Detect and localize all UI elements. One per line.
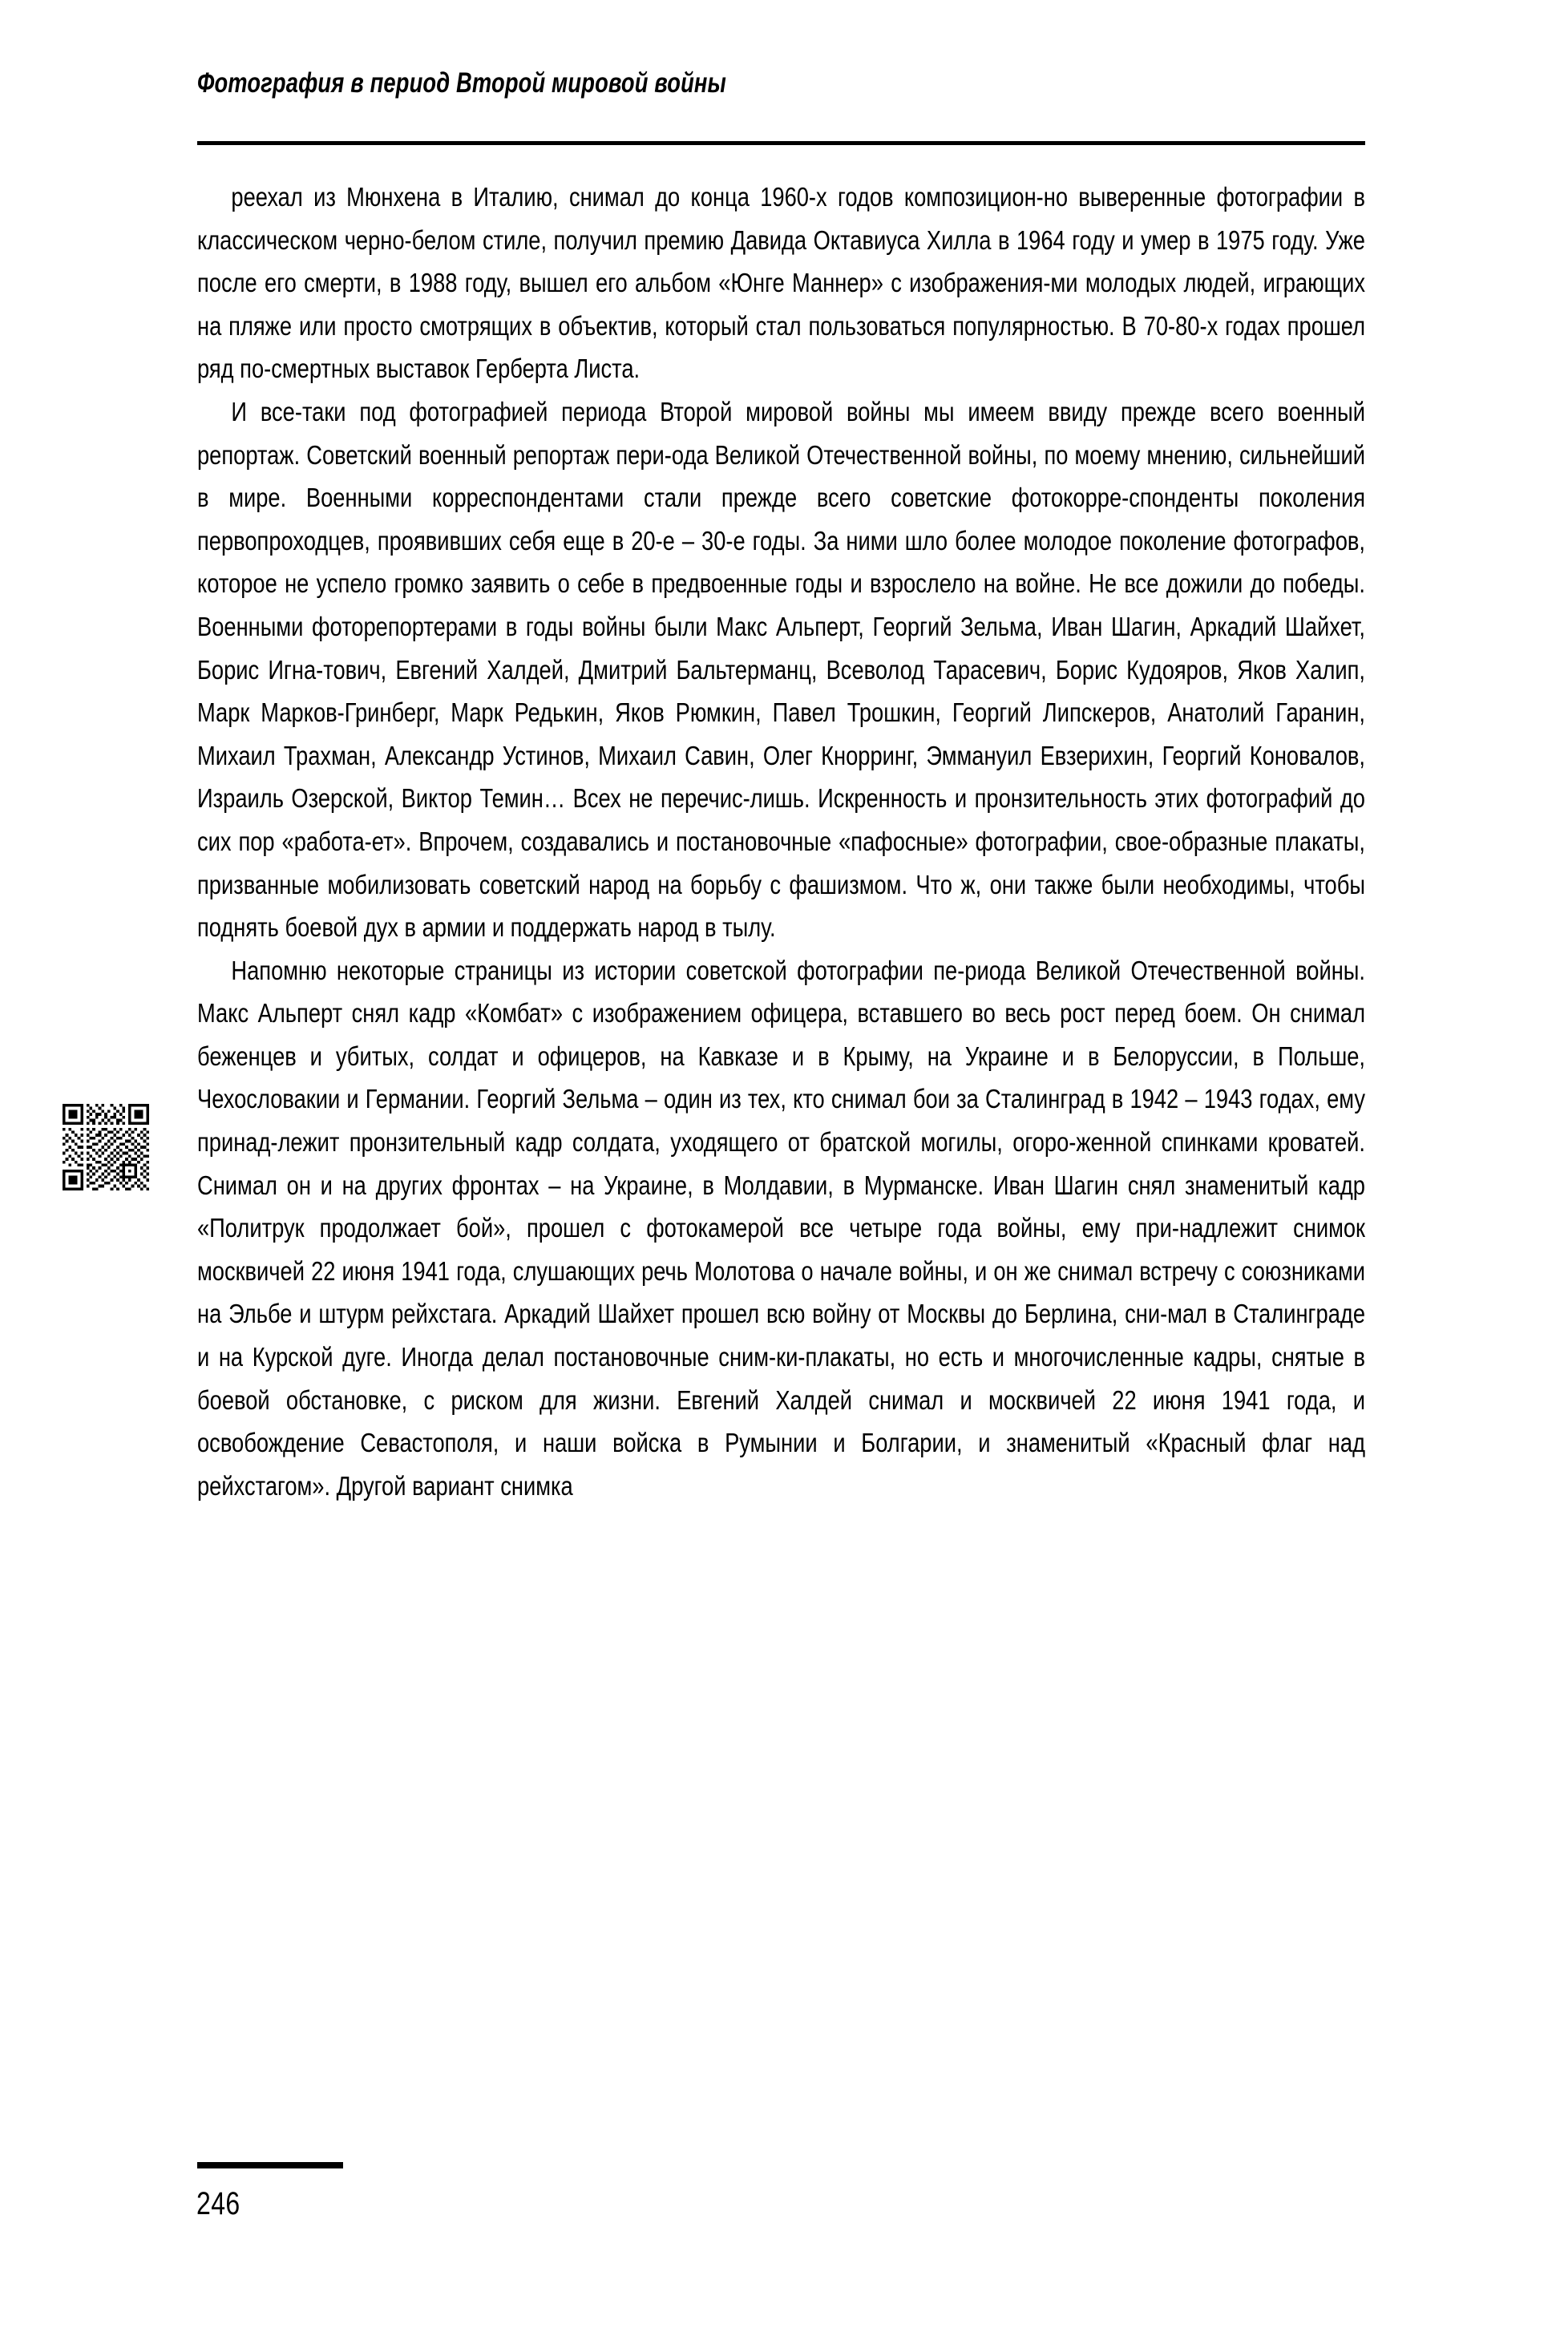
paragraph: реехал из Мюнхена в Италию, снимал до конца 1960-х годов композицион-но выверенные фотографии в классическом черно-белом стиле, получил премию Давида Октавиуса Хилла в 1964 году и умер в 1975 году. Уже после его смерти, в 1988 году, вышел его альбом «Юнге Маннер» с изображения-ми молодых людей, играющих на пляже или просто смотрящих в объектив, который стал пользоваться популярностью. В 70-80-х годах прошел ряд по-смертных выставок Герберта Листа. [197,183,1366,385]
text-column [197,176,1365,1508]
paragraph: И все-таки под фотографией периода Второй мировой войны мы имеем ввиду прежде всего военный репортаж. Советский военный репортаж пери-ода Великой Отечественной войны, по моему мнению, сильнейший в мире. Военными корреспондентами стали прежде всего советские фотокорре-спонденты поколения первопроходцев, проявивших себя еще в 20-е – 30-е годы. За ними шло более молодое поколение фотографов, которое не успело громко заявить о себе в предвоенные годы и взрослело на войне. Не все дожили до победы. Военными фоторепортерами в годы войны были Макс Альперт, Георгий Зельма, Иван Шагин, Аркадий Шайхет, Борис Игна-тович, Евгений Халдей, Дмитрий Бальтерманц, Всеволод Тарасевич, Борис Кудояров, Яков Халип, Марк Марков-Гринберг, Марк Редькин, Яков Рюмкин, Павел Трошкин, Георгий Липскеров, Анатолий Гаранин, Михаил Трахман, Александр Устинов, Михаил Савин, Олег Кнорринг, Эммануил Евзерихин, Георгий Коновалов, Израиль Озерской, Виктор Темин… Всех не перечис-лишь. Искренность и пронзительность этих фотографий до сих пор «работа-ет». Впрочем, создавались и постановочные «пафосные» фотографии, свое-образные плакаты, призванные мобилизовать советский народ на борьбу с фашизмом. Что ж, они также были необходимы, чтобы поднять боевой дух в армии и поддержать народ в тылу. [197,397,1366,944]
page-number: 246 [196,2186,240,2221]
header-rule [197,141,1365,145]
running-head: Фотография в период Второй мировой войны [197,67,727,99]
qr-code [63,1104,149,1190]
paragraph: Напомню некоторые страницы из истории советской фотографии пе-риода Великой Отечественной войны. Макс Альперт снял кадр «Комбат» с изображением офицера, вставшего во весь рост перед боем. Он снимал беженцев и убитых, солдат и офицеров, на Кавказе и в Крыму, на Украине и в Белоруссии, в Польше, Чехословакии и Германии. Георгий Зельма – один из тех, кто снимал бои за Сталинград в 1942 – 1943 годах, ему принад-лежит пронзительный кадр солдата, уходящего от братской могилы, огоро-женной спинками кроватей. Снимал он и на других фронтах – на Украине, в Молдавии, в Мурманске. Иван Шагин снял знаменитый кадр «Политрук продолжает бой», прошел с фотокамерой все четыре года войны, ему при-надлежит снимок москвичей 22 июня 1941 года, слушающих речь Молотова о начале войны, и он же снимал встречу с союзниками на Эльбе и штурм рейхстага. Аркадий Шайхет прошел всю войну от Москвы до Берлина, сни-мал в Сталинграде и на Курской дуге. Иногда делал постановочные сним-ки-плакаты, но есть и многочисленные кадры, снятые в боевой обстановке, с риском для жизни. Евгений Халдей снимал и москвичей 22 июня 1941 года, и освобождение Севастополя, и наши войска в Румынии и Болгарии, и знаменитый «Красный флаг над рейхстагом». Другой вариант снимка [197,956,1366,1501]
footer-rule [197,2162,343,2168]
